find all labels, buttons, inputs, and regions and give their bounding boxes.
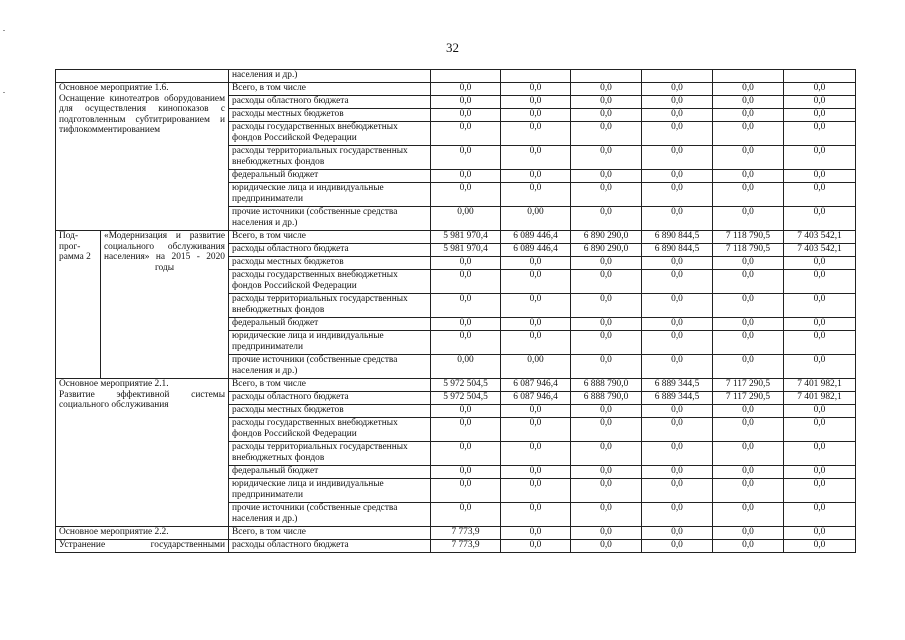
value-cell: 7 401 982,1: [784, 379, 856, 392]
value-cell: 0,0: [501, 270, 571, 294]
source-total: Всего, в том числе: [229, 379, 431, 392]
value-cell: 0,0: [713, 170, 784, 183]
source-regional: расходы областного бюджета: [229, 540, 431, 553]
value-cell: 0,0: [571, 146, 642, 170]
value-cell: 0,0: [431, 418, 501, 442]
source-other: прочие источники (собственные средства населения и др.): [229, 503, 431, 527]
value-cell: 0,0: [642, 418, 713, 442]
value-cell: 6 889 344,5: [642, 392, 713, 405]
source-state-funds: расходы государственных внебюджетных фондов Российской Федерации: [229, 122, 431, 146]
value-cell: 7 117 290,5: [713, 392, 784, 405]
value-cell: 0,0: [713, 83, 784, 96]
value-cell: 0,0: [501, 183, 571, 207]
value-cell: 0,0: [501, 418, 571, 442]
value-cell: 6 888 790,0: [571, 379, 642, 392]
value-cell: 0,0: [501, 170, 571, 183]
value-cell: 0,0: [642, 442, 713, 466]
value-cell: 0,0: [431, 466, 501, 479]
value-cell: 0,0: [784, 418, 856, 442]
value-cell: 5 972 504,5: [431, 392, 501, 405]
empty-cell: [784, 70, 856, 83]
subprogram-label-cell: [56, 231, 101, 379]
value-cell: 0,0: [784, 355, 856, 379]
value-cell: 7 401 982,1: [784, 392, 856, 405]
value-cell: 0,0: [571, 355, 642, 379]
value-cell: 0,0: [501, 331, 571, 355]
source-other: прочие источники (собственные средства населения и др.): [229, 355, 431, 379]
value-cell: 0,0: [784, 257, 856, 270]
value-cell: 0,0: [713, 527, 784, 540]
value-cell: 0,0: [571, 418, 642, 442]
source-legal-entities: юридические лица и индивидуальные предприниматели: [229, 183, 431, 207]
measure-title: Оснащение кинотеатров оборудованием для осуществления кинопоказов с подготовленным субтитрированием и тифлокомментированием: [59, 93, 225, 136]
value-cell: 5 981 970,4: [431, 244, 501, 257]
source-legal-entities: юридические лица и индивидуальные предприниматели: [229, 331, 431, 355]
source-continuation: населения и др.): [229, 70, 431, 83]
value-cell: 0,0: [642, 183, 713, 207]
table-row: [56, 527, 856, 540]
empty-cell: [56, 70, 229, 83]
value-cell: 0,00: [431, 355, 501, 379]
value-cell: 0,0: [501, 294, 571, 318]
value-cell: 0,0: [431, 146, 501, 170]
value-cell: 0,0: [642, 466, 713, 479]
value-cell: 0,0: [642, 122, 713, 146]
value-cell: 6 890 290,0: [571, 244, 642, 257]
value-cell: 0,0: [571, 207, 642, 231]
value-cell: 0,0: [784, 466, 856, 479]
value-cell: 0,00: [501, 355, 571, 379]
value-cell: 0,0: [431, 109, 501, 122]
value-cell: 0,0: [784, 503, 856, 527]
source-regional: расходы областного бюджета: [229, 392, 431, 405]
subprogram-label: прог-: [59, 241, 81, 252]
value-cell: 0,0: [571, 405, 642, 418]
value-cell: 0,0: [713, 503, 784, 527]
value-cell: 0,0: [571, 257, 642, 270]
value-cell: 0,0: [642, 527, 713, 540]
source-territorial-funds: расходы территориальных государственных внебюджетных фондов: [229, 146, 431, 170]
value-cell: 6 089 446,4: [501, 231, 571, 244]
value-cell: 0,0: [642, 503, 713, 527]
value-cell: 0,0: [571, 170, 642, 183]
value-cell: 6 888 790,0: [571, 392, 642, 405]
source-other: прочие источники (собственные средства населения и др.): [229, 207, 431, 231]
measure-1-6-cell: [56, 83, 229, 231]
measure-title-text: Устранение государственными: [59, 540, 225, 550]
value-cell: 0,0: [642, 207, 713, 231]
table-row: [56, 540, 856, 553]
value-cell: 0,0: [501, 466, 571, 479]
value-cell: 0,0: [571, 270, 642, 294]
value-cell: 0,0: [501, 122, 571, 146]
source-total: Всего, в том числе: [229, 83, 431, 96]
value-cell: 0,0: [642, 109, 713, 122]
empty-cell: [713, 70, 784, 83]
value-cell: 0,0: [784, 83, 856, 96]
value-cell: 0,0: [501, 442, 571, 466]
source-legal-entities: юридические лица и индивидуальные предприниматели: [229, 479, 431, 503]
table-row: [56, 83, 856, 96]
source-state-funds: расходы государственных внебюджетных фондов Российской Федерации: [229, 270, 431, 294]
value-cell: 0,0: [713, 405, 784, 418]
value-cell: 0,0: [571, 479, 642, 503]
value-cell: 0,0: [713, 318, 784, 331]
value-cell: 0,0: [713, 442, 784, 466]
value-cell: 0,0: [431, 183, 501, 207]
value-cell: 0,0: [431, 503, 501, 527]
value-cell: 0,0: [431, 122, 501, 146]
value-cell: 0,0: [784, 331, 856, 355]
value-cell: 0,0: [784, 318, 856, 331]
value-cell: 0,0: [501, 257, 571, 270]
value-cell: 0,0: [431, 257, 501, 270]
value-cell: 0,0: [501, 503, 571, 527]
value-cell: 0,0: [784, 146, 856, 170]
value-cell: 0,0: [784, 207, 856, 231]
value-cell: 0,0: [784, 294, 856, 318]
value-cell: 0,0: [713, 122, 784, 146]
value-cell: 0,0: [642, 257, 713, 270]
value-cell: 0,00: [431, 207, 501, 231]
value-cell: 5 981 970,4: [431, 231, 501, 244]
value-cell: 0,0: [431, 270, 501, 294]
measure-title: Развитие эффективной системы социального обслуживания: [59, 389, 225, 411]
empty-cell: [571, 70, 642, 83]
value-cell: 0,0: [784, 405, 856, 418]
value-cell: 0,0: [571, 331, 642, 355]
value-cell: 0,0: [713, 540, 784, 553]
value-cell: 0,0: [571, 83, 642, 96]
value-cell: 0,0: [431, 96, 501, 109]
value-cell: 0,0: [642, 270, 713, 294]
value-cell: 0,0: [713, 466, 784, 479]
value-cell: 0,0: [431, 294, 501, 318]
value-cell: 0,0: [784, 270, 856, 294]
value-cell: 0,0: [713, 109, 784, 122]
source-total: Всего, в том числе: [229, 527, 431, 540]
value-cell: 0,0: [431, 331, 501, 355]
budget-table: [55, 69, 856, 553]
page-number: 32: [446, 40, 459, 55]
value-cell: 0,0: [501, 109, 571, 122]
value-cell: 0,0: [642, 540, 713, 553]
value-cell: 0,0: [642, 96, 713, 109]
value-cell: 0,0: [501, 405, 571, 418]
empty-cell: [642, 70, 713, 83]
value-cell: 0,0: [501, 479, 571, 503]
subprogram-title: «Модернизация и развитие социального обслуживания населения» на 2015 - 2020 годы: [101, 231, 229, 379]
value-cell: 0,0: [784, 183, 856, 207]
value-cell: 0,0: [501, 527, 571, 540]
value-cell: 0,0: [713, 479, 784, 503]
value-cell: 0,0: [431, 318, 501, 331]
value-cell: 0,0: [713, 96, 784, 109]
value-cell: 0,0: [431, 83, 501, 96]
value-cell: 0,0: [784, 527, 856, 540]
value-cell: 0,0: [713, 270, 784, 294]
source-regional: расходы областного бюджета: [229, 244, 431, 257]
source-state-funds: расходы государственных внебюджетных фондов Российской Федерации: [229, 418, 431, 442]
value-cell: 0,0: [784, 540, 856, 553]
value-cell: 0,0: [571, 442, 642, 466]
value-cell: 0,0: [642, 294, 713, 318]
value-cell: 0,0: [784, 479, 856, 503]
table-row: [56, 231, 856, 244]
measure-heading: Основное мероприятие 2.2.: [56, 527, 229, 540]
source-total: Всего, в том числе: [229, 231, 431, 244]
value-cell: 0,0: [713, 355, 784, 379]
value-cell: 0,0: [571, 96, 642, 109]
value-cell: 0,0: [571, 503, 642, 527]
value-cell: 0,0: [501, 96, 571, 109]
value-cell: 0,0: [713, 418, 784, 442]
value-cell: 0,0: [431, 479, 501, 503]
value-cell: 6 087 946,4: [501, 392, 571, 405]
value-cell: 7 118 790,5: [713, 244, 784, 257]
value-cell: 0,0: [642, 405, 713, 418]
value-cell: 6 087 946,4: [501, 379, 571, 392]
value-cell: 0,0: [784, 109, 856, 122]
source-regional: расходы областного бюджета: [229, 96, 431, 109]
source-territorial-funds: расходы территориальных государственных внебюджетных фондов: [229, 442, 431, 466]
empty-cell: [431, 70, 501, 83]
value-cell: 6 890 290,0: [571, 231, 642, 244]
value-cell: 0,0: [713, 257, 784, 270]
measure-heading: Основное мероприятие 1.6.: [59, 83, 169, 93]
table-row: [56, 379, 856, 392]
source-territorial-funds: расходы территориальных государственных внебюджетных фондов: [229, 294, 431, 318]
measure-title: [56, 540, 229, 553]
value-cell: 0,0: [642, 318, 713, 331]
value-cell: 0,0: [571, 318, 642, 331]
value-cell: 6 890 844,5: [642, 244, 713, 257]
value-cell: 7 403 542,1: [784, 244, 856, 257]
value-cell: 0,0: [784, 442, 856, 466]
value-cell: 0,0: [713, 331, 784, 355]
value-cell: 0,0: [571, 183, 642, 207]
source-local: расходы местных бюджетов: [229, 257, 431, 270]
value-cell: 0,0: [784, 96, 856, 109]
subprogram-label: Под-: [59, 231, 79, 241]
value-cell: 0,0: [501, 318, 571, 331]
value-cell: 0,0: [784, 122, 856, 146]
value-cell: 5 972 504,5: [431, 379, 501, 392]
value-cell: 0,0: [501, 83, 571, 96]
source-federal: федеральный бюджет: [229, 170, 431, 183]
value-cell: 0,0: [642, 146, 713, 170]
value-cell: 7 773,9: [431, 540, 501, 553]
value-cell: 0,0: [571, 294, 642, 318]
value-cell: 0,0: [571, 109, 642, 122]
value-cell: 0,0: [571, 122, 642, 146]
value-cell: 6 890 844,5: [642, 231, 713, 244]
table-row: [56, 70, 856, 83]
value-cell: 0,0: [501, 540, 571, 553]
source-federal: федеральный бюджет: [229, 318, 431, 331]
value-cell: 0,0: [571, 466, 642, 479]
value-cell: 0,0: [713, 146, 784, 170]
source-local: расходы местных бюджетов: [229, 405, 431, 418]
value-cell: 0,0: [784, 170, 856, 183]
value-cell: 7 118 790,5: [713, 231, 784, 244]
measure-heading: Основное мероприятие 2.1.: [59, 379, 169, 389]
value-cell: 0,0: [642, 355, 713, 379]
value-cell: 0,0: [713, 183, 784, 207]
value-cell: 0,0: [431, 405, 501, 418]
empty-cell: [501, 70, 571, 83]
value-cell: 0,0: [713, 207, 784, 231]
value-cell: 0,0: [642, 331, 713, 355]
value-cell: 7 773,9: [431, 527, 501, 540]
value-cell: 7 403 542,1: [784, 231, 856, 244]
value-cell: 0,0: [642, 170, 713, 183]
value-cell: 0,0: [642, 479, 713, 503]
value-cell: 0,00: [501, 207, 571, 231]
value-cell: 0,0: [571, 527, 642, 540]
value-cell: 6 089 446,4: [501, 244, 571, 257]
measure-2-1-cell: [56, 379, 229, 527]
value-cell: 0,0: [642, 83, 713, 96]
value-cell: 0,0: [713, 294, 784, 318]
source-local: расходы местных бюджетов: [229, 109, 431, 122]
value-cell: 0,0: [571, 540, 642, 553]
value-cell: 0,0: [431, 170, 501, 183]
source-federal: федеральный бюджет: [229, 466, 431, 479]
value-cell: 0,0: [431, 442, 501, 466]
subprogram-label: рамма 2: [59, 252, 91, 263]
value-cell: 6 889 344,5: [642, 379, 713, 392]
value-cell: 7 117 290,5: [713, 379, 784, 392]
value-cell: 0,0: [501, 146, 571, 170]
